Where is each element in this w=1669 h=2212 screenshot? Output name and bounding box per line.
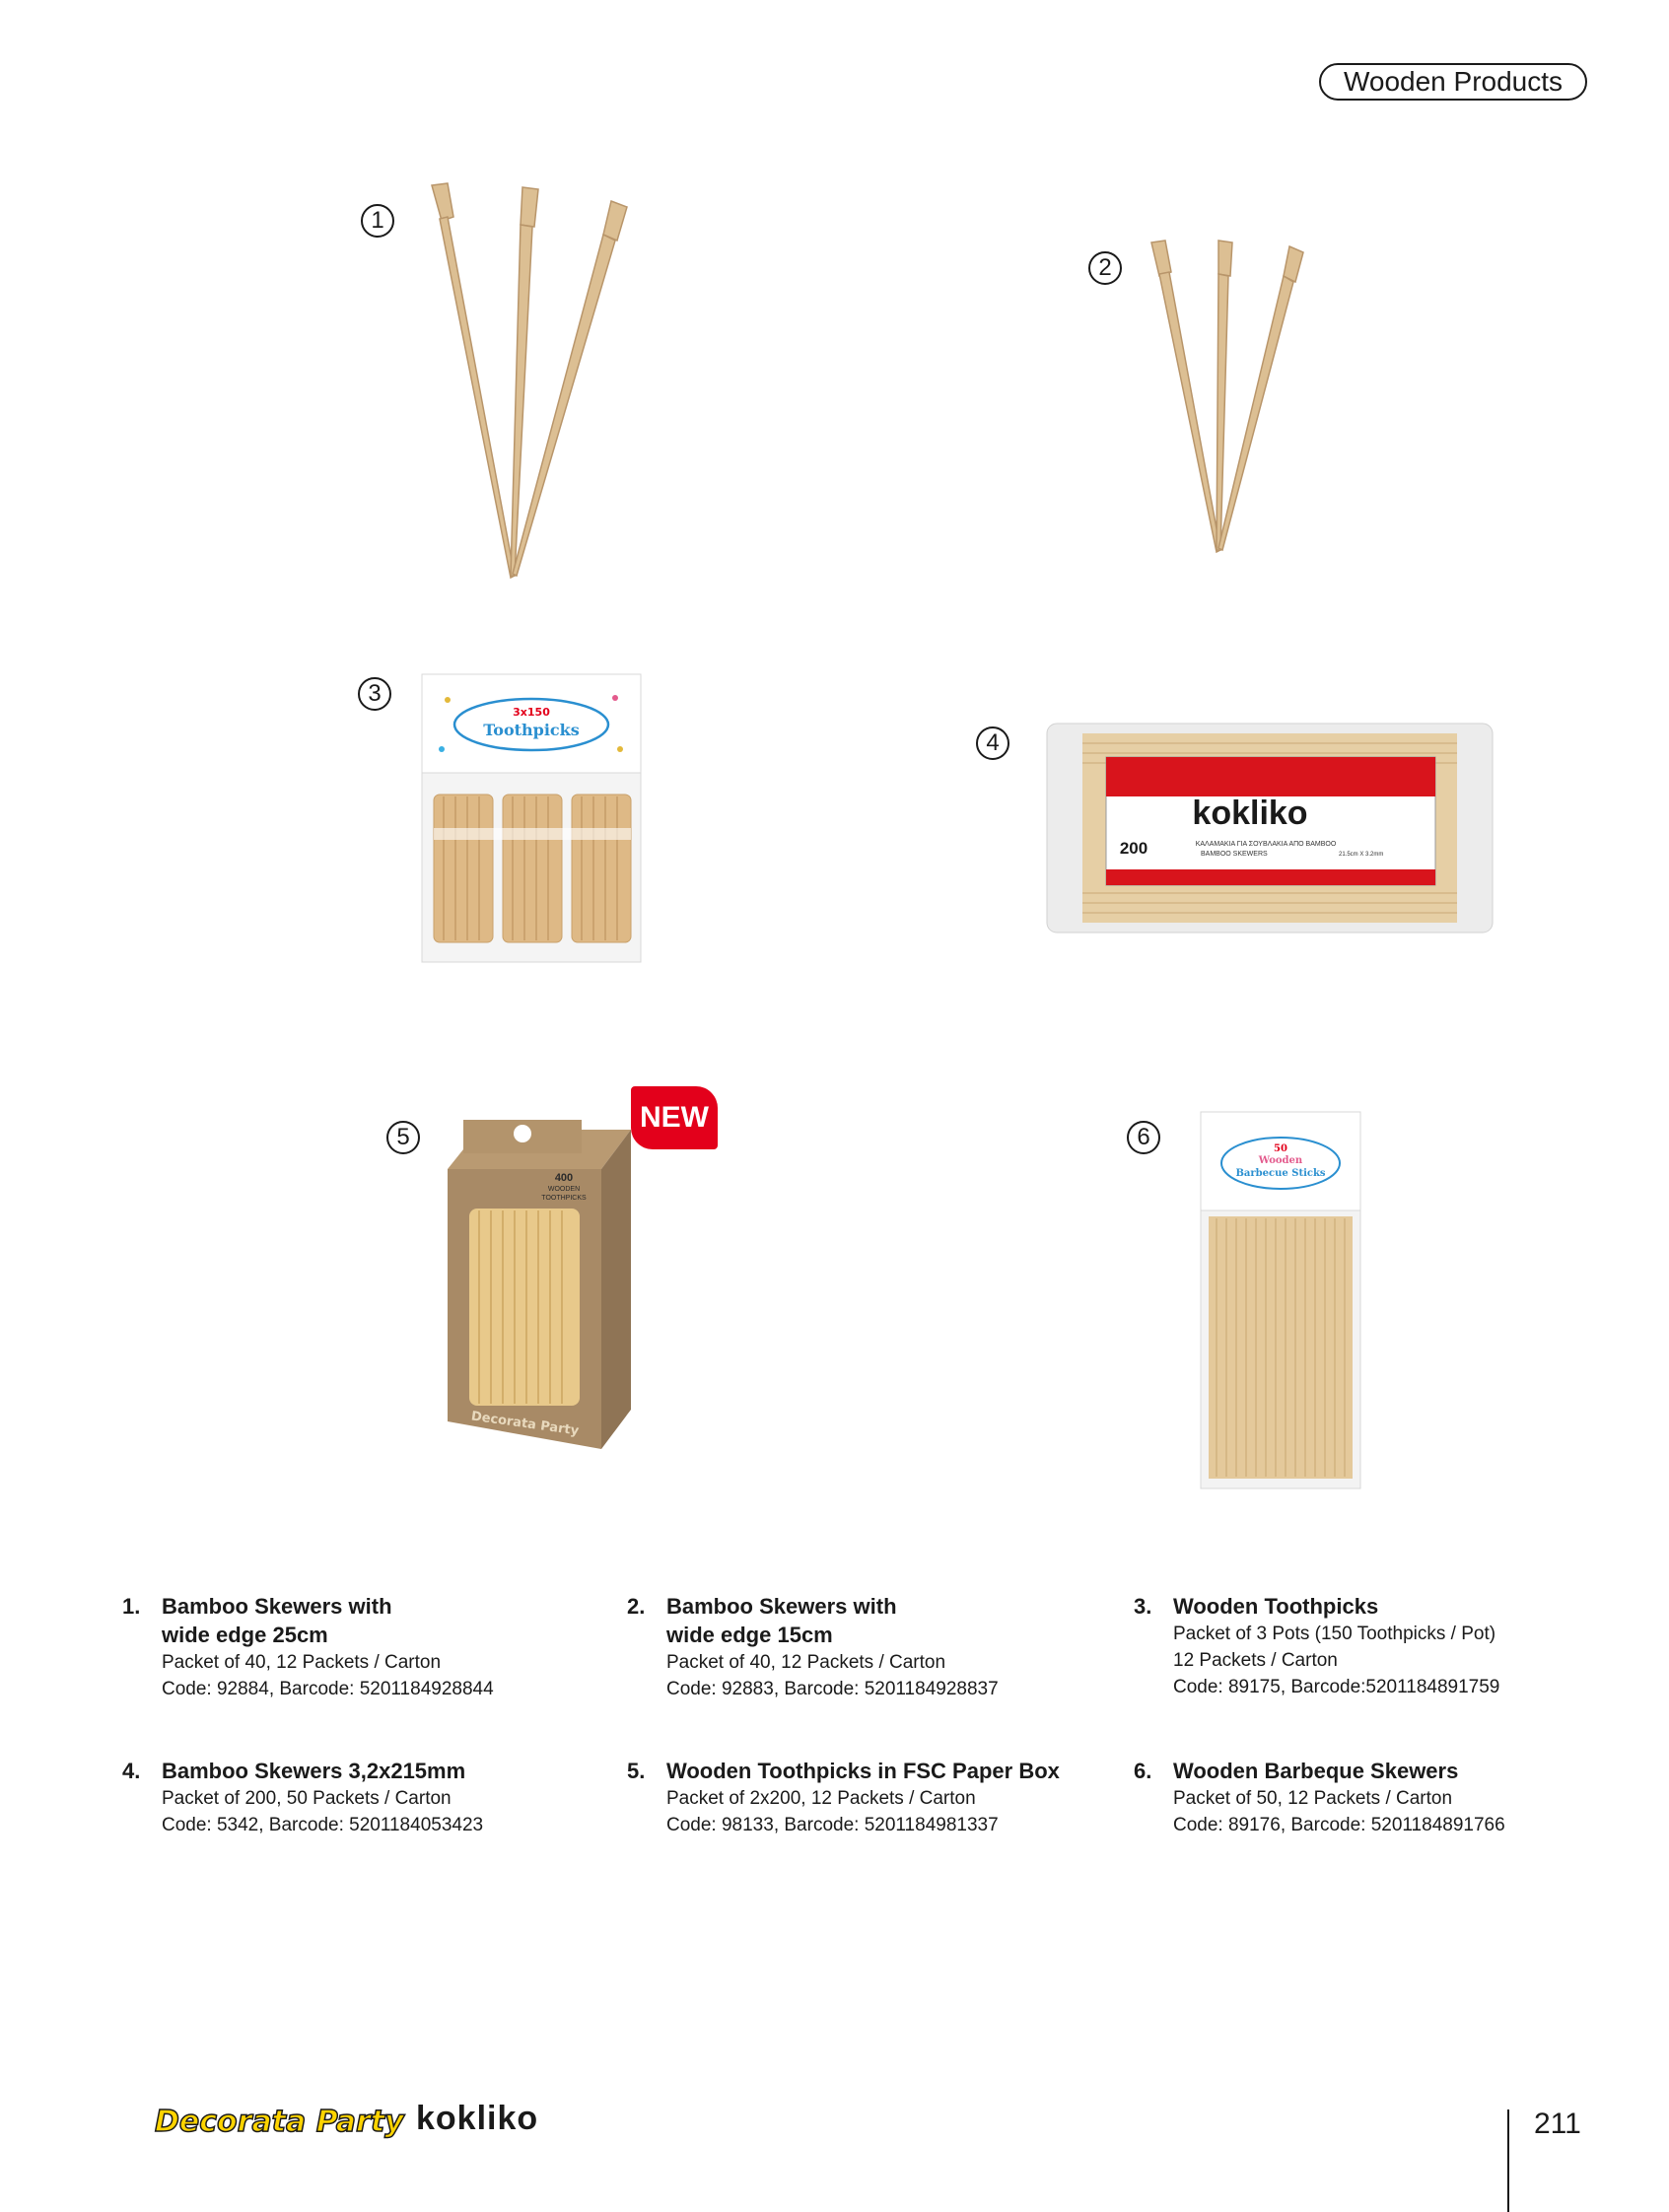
- page-number: 211: [1534, 2108, 1581, 2140]
- p4-size-text: 21.5cm X 3.2mm: [1339, 852, 1384, 858]
- section-title-pill: Wooden Products: [1319, 63, 1587, 101]
- item-3-number: 3.: [1134, 1594, 1152, 1619]
- product-image-2-paddle-skewers-15cm: [1144, 237, 1321, 562]
- item-4-packing: Packet of 200, 50 Packets / Carton: [162, 1788, 452, 1809]
- item-1-packing: Packet of 40, 12 Packets / Carton: [162, 1652, 442, 1673]
- p5-brand-text: Decorata Party: [469, 1409, 580, 1439]
- p4-line1-text: ΚΑΛΑΜΑΚΙΑ ΓΙΑ ΣΟΥΒΛΑΚΙΑ ΑΠΟ BAMBOO: [1195, 841, 1337, 848]
- item-6-description: [1134, 1757, 1607, 1838]
- item-3-title: Wooden Toothpicks: [1173, 1594, 1379, 1619]
- item-4-title: Bamboo Skewers 3,2x215mm: [162, 1759, 466, 1783]
- p3-name-text: Toothpicks: [483, 721, 580, 739]
- p4-brand-text: kokliko: [1192, 795, 1308, 832]
- item-4-number: 4.: [122, 1759, 141, 1783]
- item-6-packing: Packet of 50, 12 Packets / Carton: [1173, 1788, 1453, 1809]
- p6-line2-text: Barbecue Sticks: [1235, 1168, 1326, 1179]
- item-6-number: 6.: [1134, 1759, 1152, 1783]
- product-image-4-bamboo-skewers-pack: [1043, 720, 1496, 936]
- item-5-title: Wooden Toothpicks in FSC Paper Box: [666, 1759, 1060, 1783]
- item-1-title-line1: Bamboo Skewers with: [162, 1594, 392, 1619]
- item-4-description: [122, 1757, 595, 1838]
- marker-5: 5: [386, 1121, 420, 1154]
- new-badge: NEW: [631, 1086, 718, 1149]
- product-image-6-barbecue-sticks: [1197, 1108, 1364, 1492]
- product-image-5-kraft-toothpick-box: [444, 1114, 637, 1469]
- p5-line1-text: WOODEN: [547, 1186, 581, 1193]
- item-2-number: 2.: [627, 1594, 646, 1619]
- item-5-description: [627, 1757, 1100, 1838]
- p5-line2-text: TOOTHPICKS: [541, 1195, 587, 1202]
- item-1-code: Code: 92884, Barcode: 5201184928844: [162, 1679, 494, 1699]
- item-2-description: [627, 1592, 1100, 1702]
- item-4-code: Code: 5342, Barcode: 5201184053423: [162, 1815, 484, 1835]
- p5-count-text: 400: [554, 1172, 574, 1184]
- marker-1: 1: [361, 204, 394, 238]
- p4-line2-text: BAMBOO SKEWERS: [1201, 851, 1268, 858]
- item-5-number: 5.: [627, 1759, 646, 1783]
- p6-count-text: 50: [1274, 1143, 1287, 1154]
- item-2-title-line1: Bamboo Skewers with: [666, 1594, 897, 1619]
- item-1-description: [122, 1592, 595, 1702]
- item-3-carton: 12 Packets / Carton: [1173, 1650, 1338, 1671]
- p6-line1-text: Wooden: [1258, 1155, 1303, 1166]
- product-image-3-toothpick-pots: [418, 670, 645, 966]
- item-3-code: Code: 89175, Barcode:5201184891759: [1173, 1677, 1500, 1697]
- item-1-number: 1.: [122, 1594, 141, 1619]
- item-2-packing: Packet of 40, 12 Packets / Carton: [666, 1652, 946, 1673]
- item-5-code: Code: 98133, Barcode: 5201184981337: [666, 1815, 999, 1835]
- item-6-title: Wooden Barbeque Skewers: [1173, 1759, 1459, 1783]
- decorata-party-logo: Decorata Party: [155, 2105, 404, 2139]
- item-6-code: Code: 89176, Barcode: 5201184891766: [1173, 1815, 1505, 1835]
- item-5-packing: Packet of 2x200, 12 Packets / Carton: [666, 1788, 976, 1809]
- marker-2: 2: [1088, 251, 1122, 285]
- marker-3: 3: [358, 677, 391, 711]
- p4-count-text: 200: [1119, 839, 1148, 858]
- marker-4: 4: [976, 726, 1009, 760]
- kokliko-logo: kokliko: [416, 2100, 539, 2137]
- item-3-description: [1134, 1592, 1607, 1700]
- item-2-code: Code: 92883, Barcode: 5201184928837: [666, 1679, 999, 1699]
- item-3-packing: Packet of 3 Pots (150 Toothpicks / Pot): [1173, 1624, 1496, 1644]
- marker-6: 6: [1127, 1121, 1160, 1154]
- p3-count-text: 3x150: [513, 706, 550, 719]
- item-1-title-line2: wide edge 25cm: [162, 1623, 328, 1647]
- product-image-1-paddle-skewers-25cm: [414, 177, 651, 591]
- page-number-divider: [1507, 2109, 1509, 2212]
- item-2-title-line2: wide edge 15cm: [666, 1623, 833, 1647]
